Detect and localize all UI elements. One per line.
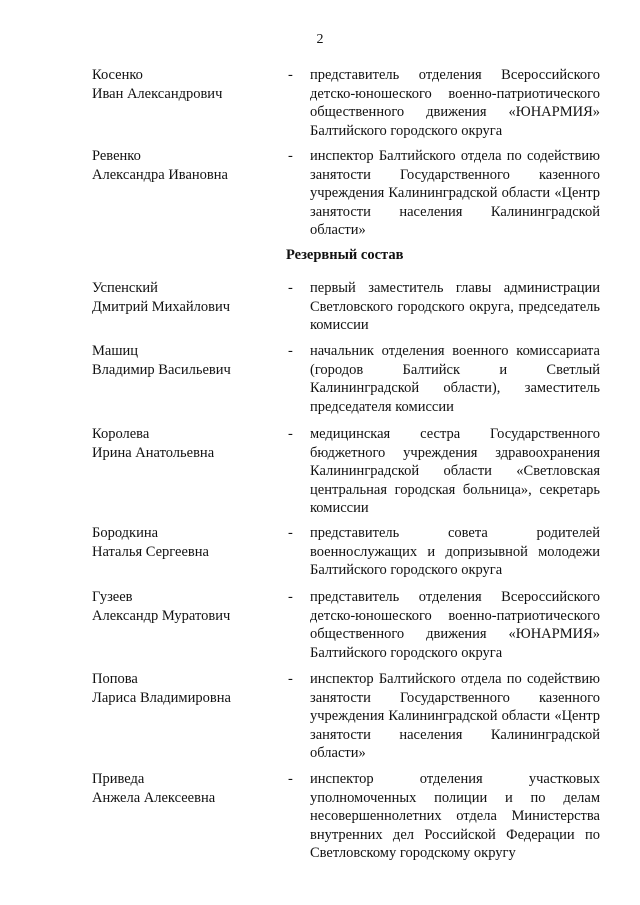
- member-given-names: Иван Александрович: [92, 85, 223, 102]
- dash-separator: -: [288, 343, 293, 359]
- member-name: [92, 670, 282, 707]
- page-number: 2: [316, 32, 324, 47]
- member-name: [92, 279, 282, 316]
- member-role: медицинская сестра Государственного бюджетного учреждения здравоохранения Калининградской области «Светловская центральная городская больница», секретарь комиссии: [310, 426, 600, 516]
- member-surname: Машиц: [92, 343, 139, 359]
- member-role: инспектор отделения участковых уполномоченных полиции и по делам несовершеннолетних отдела Министерства внутренних дел Российской Федерации по Светловскому городскому округу: [310, 771, 600, 861]
- dash-separator: -: [288, 426, 293, 442]
- member-name: [92, 147, 282, 184]
- member-surname: Попова: [92, 671, 138, 687]
- member-name: [92, 524, 282, 561]
- member-given-names: Александр Муратович: [92, 607, 231, 624]
- dash-separator: -: [288, 589, 293, 605]
- member-surname: Бородкина: [92, 525, 159, 541]
- member-surname: Ревенко: [92, 148, 141, 164]
- member-given-names: Лариса Владимировна: [92, 689, 231, 706]
- member-name: [92, 425, 282, 462]
- member-given-names: Александра Ивановна: [92, 166, 228, 183]
- dash-separator: -: [288, 771, 293, 787]
- member-role: первый заместитель главы администрации Светловского городского округа, председатель комиссии: [310, 280, 600, 333]
- member-surname: Гузеев: [92, 589, 133, 605]
- dash-separator: -: [288, 148, 293, 164]
- member-surname: Успенский: [92, 280, 158, 296]
- member-surname: Королева: [92, 426, 150, 442]
- member-given-names: Владимир Васильевич: [92, 361, 231, 378]
- member-role: инспектор Балтийского отдела по содействию занятости Государственного казенного учреждения Калининградской области «Центр занятости населения Калининградской области»: [310, 671, 600, 761]
- member-role: представитель отделения Всероссийского детско-юношеского военно-патриотического общественного движения «ЮНАРМИЯ» Балтийского городского округа: [310, 589, 600, 661]
- member-role: начальник отделения военного комиссариата (городов Балтийск и Светлый Калининградской области), заместитель председателя комиссии: [310, 343, 600, 415]
- member-role: представитель отделения Всероссийского детско-юношеского военно-патриотического общественного движения «ЮНАРМИЯ» Балтийского городского округа: [310, 67, 600, 139]
- member-name: [92, 770, 282, 807]
- member-name: [92, 588, 282, 625]
- dash-separator: -: [288, 67, 293, 83]
- dash-separator: -: [288, 671, 293, 687]
- member-surname: Приведа: [92, 771, 145, 787]
- member-role: представитель совета родителей военнослужащих и допризывной молодежи Балтийского городского округа: [310, 525, 600, 578]
- member-role: инспектор Балтийского отдела по содействию занятости Государственного казенного учреждения Калининградской области «Центр занятости населения Калининградской области»: [310, 148, 600, 238]
- dash-separator: -: [288, 525, 293, 541]
- member-name: [92, 66, 282, 103]
- section-heading-reserve: Резервный состав: [286, 247, 404, 263]
- member-given-names: Анжела Алексеевна: [92, 789, 216, 806]
- member-given-names: Дмитрий Михайлович: [92, 298, 231, 315]
- member-given-names: Наталья Сергеевна: [92, 543, 209, 560]
- member-surname: Косенко: [92, 67, 143, 83]
- member-given-names: Ирина Анатольевна: [92, 444, 215, 461]
- dash-separator: -: [288, 280, 293, 296]
- member-name: [92, 342, 282, 379]
